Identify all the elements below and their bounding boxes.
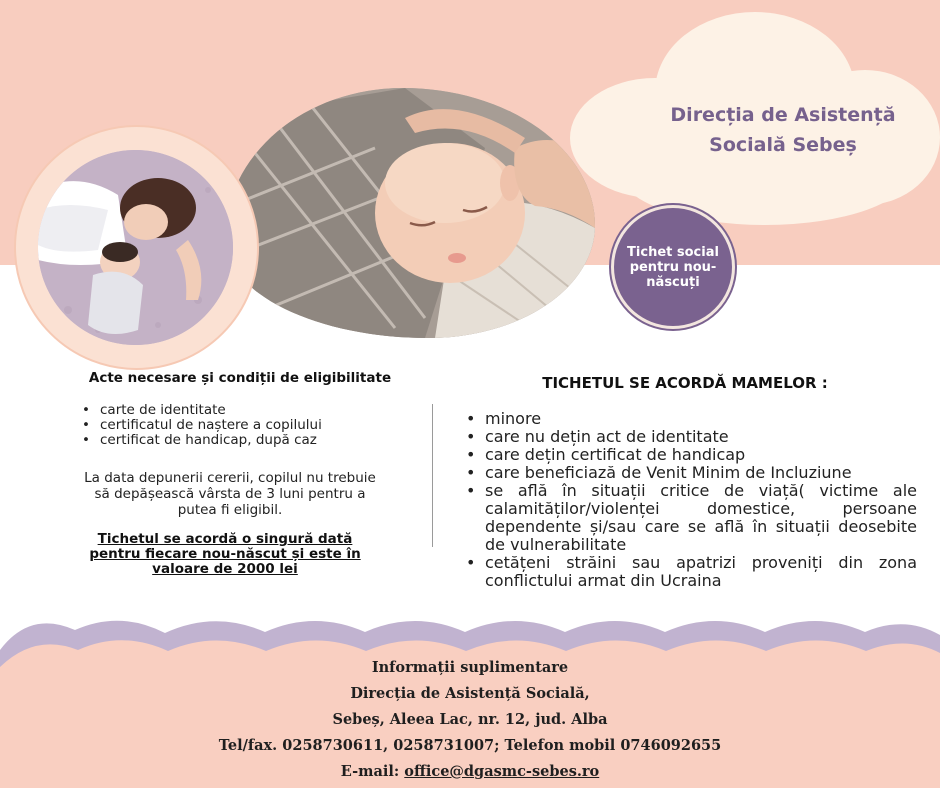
title-line-1: Direcția de Asistență <box>670 104 896 126</box>
list-item: • cetățeni străini sau apatrizi proveniți din zona conflictului armat din Ucraina <box>465 554 917 590</box>
newborn-ticket-badge <box>611 205 735 329</box>
mother-newborn-illustration <box>38 150 233 345</box>
list-item: • minore <box>465 410 917 428</box>
email-link[interactable]: office@dgasmc-sebes.ro <box>404 763 600 780</box>
list-item: • care dețin certificat de handicap <box>465 446 917 464</box>
list-item: • care nu dețin act de identitate <box>465 428 917 446</box>
one-time-amount-note: Tichetul se acordă o singură dată pentru fiecare nou-născut și este în valoare de 2000 lei <box>89 531 361 577</box>
contact-info <box>0 655 940 785</box>
requirements-list <box>80 403 420 448</box>
list-item: • certificat de handicap, după caz <box>80 433 420 448</box>
age-condition-note: La data depunerii cererii, copilul nu trebuie să depășească vârsta de 3 luni pentru a putea fi eligibil. <box>84 470 376 518</box>
footer-line: Informații suplimentare <box>371 659 569 676</box>
email-label: E-mail: <box>340 763 405 780</box>
footer-line: Direcția de Asistență Socială, <box>350 685 590 702</box>
mother-newborn-photo <box>38 150 233 345</box>
email-line <box>0 759 940 785</box>
column-divider <box>432 404 433 547</box>
organization-title <box>628 100 938 160</box>
eligible-mothers-list <box>465 410 917 590</box>
phone-line: Tel/fax. 0258730611, 0258731007; Telefon mobil 0746092655 <box>218 737 722 754</box>
badge-label: Tichet social pentru nou-născuți <box>627 244 719 290</box>
list-item: • care beneficiază de Venit Minim de Incluziune <box>465 464 917 482</box>
address-line: Sebeș, Aleea Lac, nr. 12, jud. Alba <box>332 711 608 728</box>
mothers-heading: TICHETUL SE ACORDĂ MAMELOR : <box>542 374 828 392</box>
eligibility-heading: Acte necesare și condiții de eligibilitate <box>88 370 392 386</box>
list-item: • carte de identitate <box>80 403 420 418</box>
title-line-2: Socială Sebeș <box>709 134 857 156</box>
list-item: • se află în situații critice de viață( victime ale calamităților/violenței domestice, persoane dependente și/sau care se află în situații deosebite de vulnerabilitate <box>465 482 917 554</box>
list-item: • certificatul de naștere a copilului <box>80 418 420 433</box>
